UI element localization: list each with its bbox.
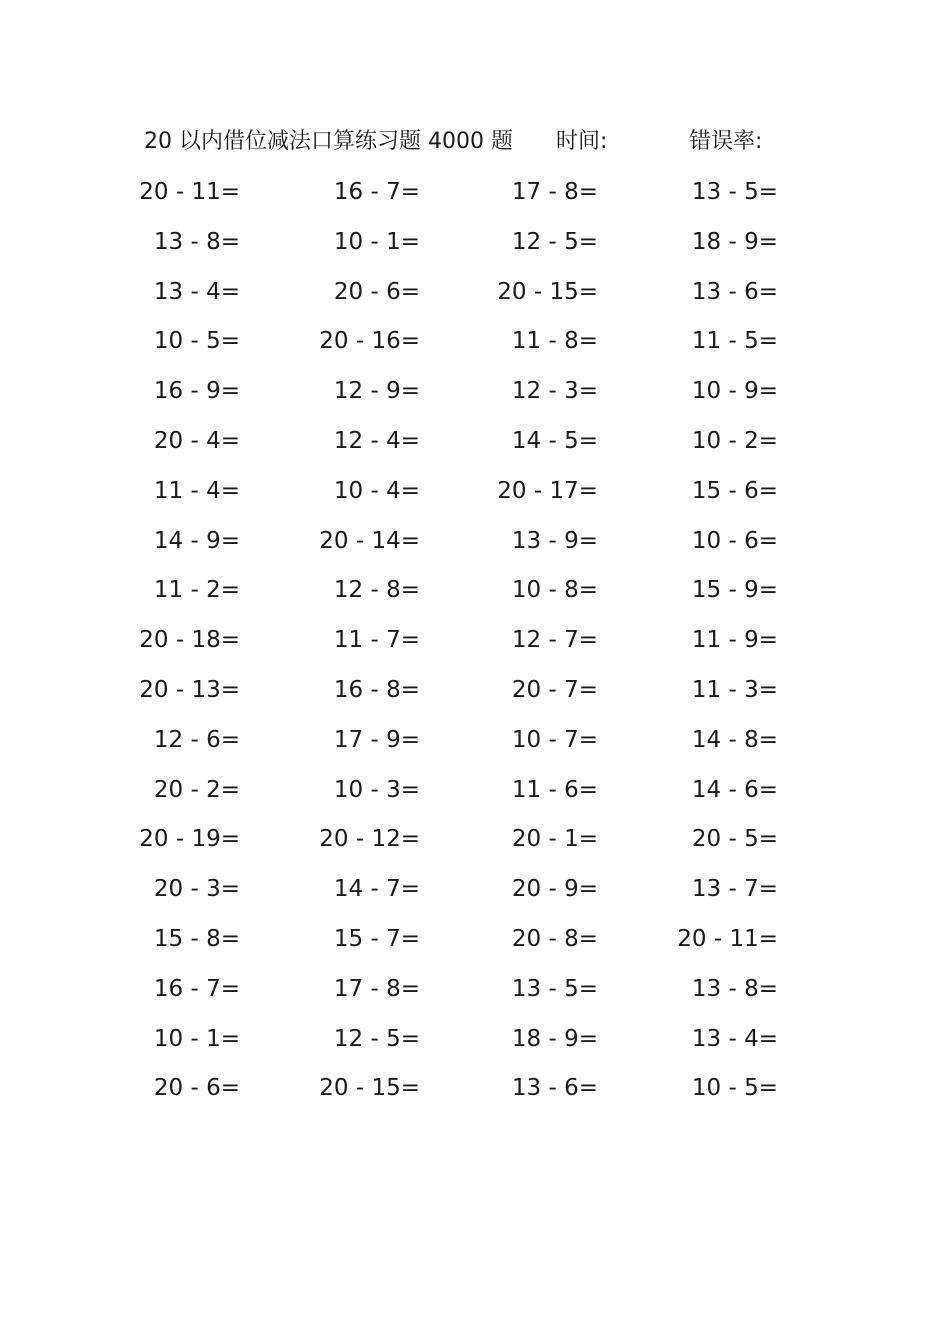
problem-item: 20 - 15=: [497, 278, 598, 305]
problem-row: [0, 817, 950, 867]
problem-item: 20 - 13=: [139, 676, 240, 703]
problem-row: [0, 618, 950, 668]
problem-row: [0, 369, 950, 419]
problem-item: 20 - 17=: [497, 477, 598, 504]
problem-item: 15 - 8=: [153, 925, 240, 952]
problem-item: 20 - 1=: [511, 826, 598, 853]
problem-item: 11 - 9=: [691, 627, 778, 654]
problem-row: [0, 319, 950, 369]
problem-item: 10 - 3=: [333, 776, 420, 803]
worksheet-title: 20 以内借位减法口算练习题 4000 题: [144, 129, 513, 154]
problem-item: 14 - 6=: [691, 776, 778, 803]
problem-item: 20 - 12=: [319, 826, 420, 853]
problem-item: 18 - 9=: [511, 1025, 598, 1052]
problem-grid: [0, 170, 950, 1116]
problem-item: 17 - 8=: [333, 975, 420, 1002]
problem-item: 14 - 9=: [153, 527, 240, 554]
problem-row: [0, 668, 950, 718]
problem-item: 20 - 5=: [691, 826, 778, 853]
problem-item: 20 - 3=: [153, 876, 240, 903]
problem-item: 13 - 5=: [691, 179, 778, 205]
problem-row: [0, 220, 950, 270]
problem-item: 20 - 6=: [333, 278, 420, 305]
problem-item: 16 - 8=: [333, 676, 420, 703]
problem-item: 17 - 8=: [511, 179, 598, 205]
problem-row: [0, 1066, 950, 1116]
worksheet-header: [144, 124, 844, 160]
problem-item: 13 - 8=: [691, 975, 778, 1002]
problem-item: 20 - 9=: [511, 876, 598, 903]
problem-row: [0, 568, 950, 618]
error-rate-label: 错误率:: [689, 129, 763, 154]
problem-row: [0, 469, 950, 519]
problem-item: 10 - 8=: [511, 577, 598, 604]
problem-item: 20 - 7=: [511, 676, 598, 703]
problem-item: 15 - 7=: [333, 925, 420, 952]
problem-item: 20 - 18=: [139, 627, 240, 654]
problem-item: 13 - 9=: [511, 527, 598, 554]
problem-item: 11 - 4=: [153, 477, 240, 504]
problem-item: 20 - 15=: [319, 1075, 420, 1102]
problem-row: [0, 768, 950, 818]
problem-item: 16 - 7=: [153, 975, 240, 1002]
problem-item: 12 - 7=: [511, 627, 598, 654]
problem-row: [0, 419, 950, 469]
problem-item: 13 - 6=: [511, 1075, 598, 1102]
problem-item: 14 - 5=: [511, 427, 598, 454]
problem-item: 12 - 3=: [511, 378, 598, 405]
problem-item: 11 - 7=: [333, 627, 420, 654]
problem-item: 13 - 4=: [153, 278, 240, 305]
problem-item: 10 - 9=: [691, 378, 778, 405]
problem-row: [0, 867, 950, 917]
problem-item: 12 - 8=: [333, 577, 420, 604]
problem-item: 12 - 6=: [153, 726, 240, 753]
problem-row: [0, 967, 950, 1017]
problem-item: 16 - 7=: [333, 179, 420, 205]
problem-item: 20 - 19=: [139, 826, 240, 853]
problem-item: 12 - 9=: [333, 378, 420, 405]
problem-item: 20 - 11=: [139, 179, 240, 205]
problem-item: 12 - 5=: [333, 1025, 420, 1052]
problem-item: 11 - 8=: [511, 328, 598, 355]
problem-item: 17 - 9=: [333, 726, 420, 753]
problem-item: 20 - 11=: [677, 925, 778, 952]
problem-row: [0, 917, 950, 967]
problem-item: 20 - 4=: [153, 427, 240, 454]
problem-item: 10 - 7=: [511, 726, 598, 753]
problem-item: 18 - 9=: [691, 228, 778, 255]
problem-row: [0, 270, 950, 320]
problem-item: 10 - 5=: [691, 1075, 778, 1102]
problem-row: [0, 1017, 950, 1067]
problem-item: 11 - 6=: [511, 776, 598, 803]
problem-item: 10 - 5=: [153, 328, 240, 355]
problem-item: 11 - 2=: [153, 577, 240, 604]
time-label: 时间:: [556, 129, 608, 154]
problem-item: 13 - 7=: [691, 876, 778, 903]
problem-item: 14 - 8=: [691, 726, 778, 753]
problem-item: 20 - 14=: [319, 527, 420, 554]
problem-item: 10 - 1=: [153, 1025, 240, 1052]
problem-item: 11 - 5=: [691, 328, 778, 355]
problem-item: 13 - 8=: [153, 228, 240, 255]
problem-item: 20 - 6=: [153, 1075, 240, 1102]
problem-item: 13 - 4=: [691, 1025, 778, 1052]
problem-item: 10 - 1=: [333, 228, 420, 255]
problem-item: 10 - 4=: [333, 477, 420, 504]
problem-item: 15 - 9=: [691, 577, 778, 604]
problem-item: 13 - 5=: [511, 975, 598, 1002]
problem-row: [0, 519, 950, 569]
problem-item: 12 - 4=: [333, 427, 420, 454]
problem-item: 10 - 6=: [691, 527, 778, 554]
problem-item: 12 - 5=: [511, 228, 598, 255]
problem-item: 15 - 6=: [691, 477, 778, 504]
problem-row: [0, 170, 950, 220]
problem-item: 20 - 2=: [153, 776, 240, 803]
problem-item: 11 - 3=: [691, 676, 778, 703]
problem-item: 10 - 2=: [691, 427, 778, 454]
problem-item: 16 - 9=: [153, 378, 240, 405]
problem-item: 20 - 8=: [511, 925, 598, 952]
problem-item: 13 - 6=: [691, 278, 778, 305]
problem-item: 14 - 7=: [333, 876, 420, 903]
problem-row: [0, 718, 950, 768]
problem-item: 20 - 16=: [319, 328, 420, 355]
